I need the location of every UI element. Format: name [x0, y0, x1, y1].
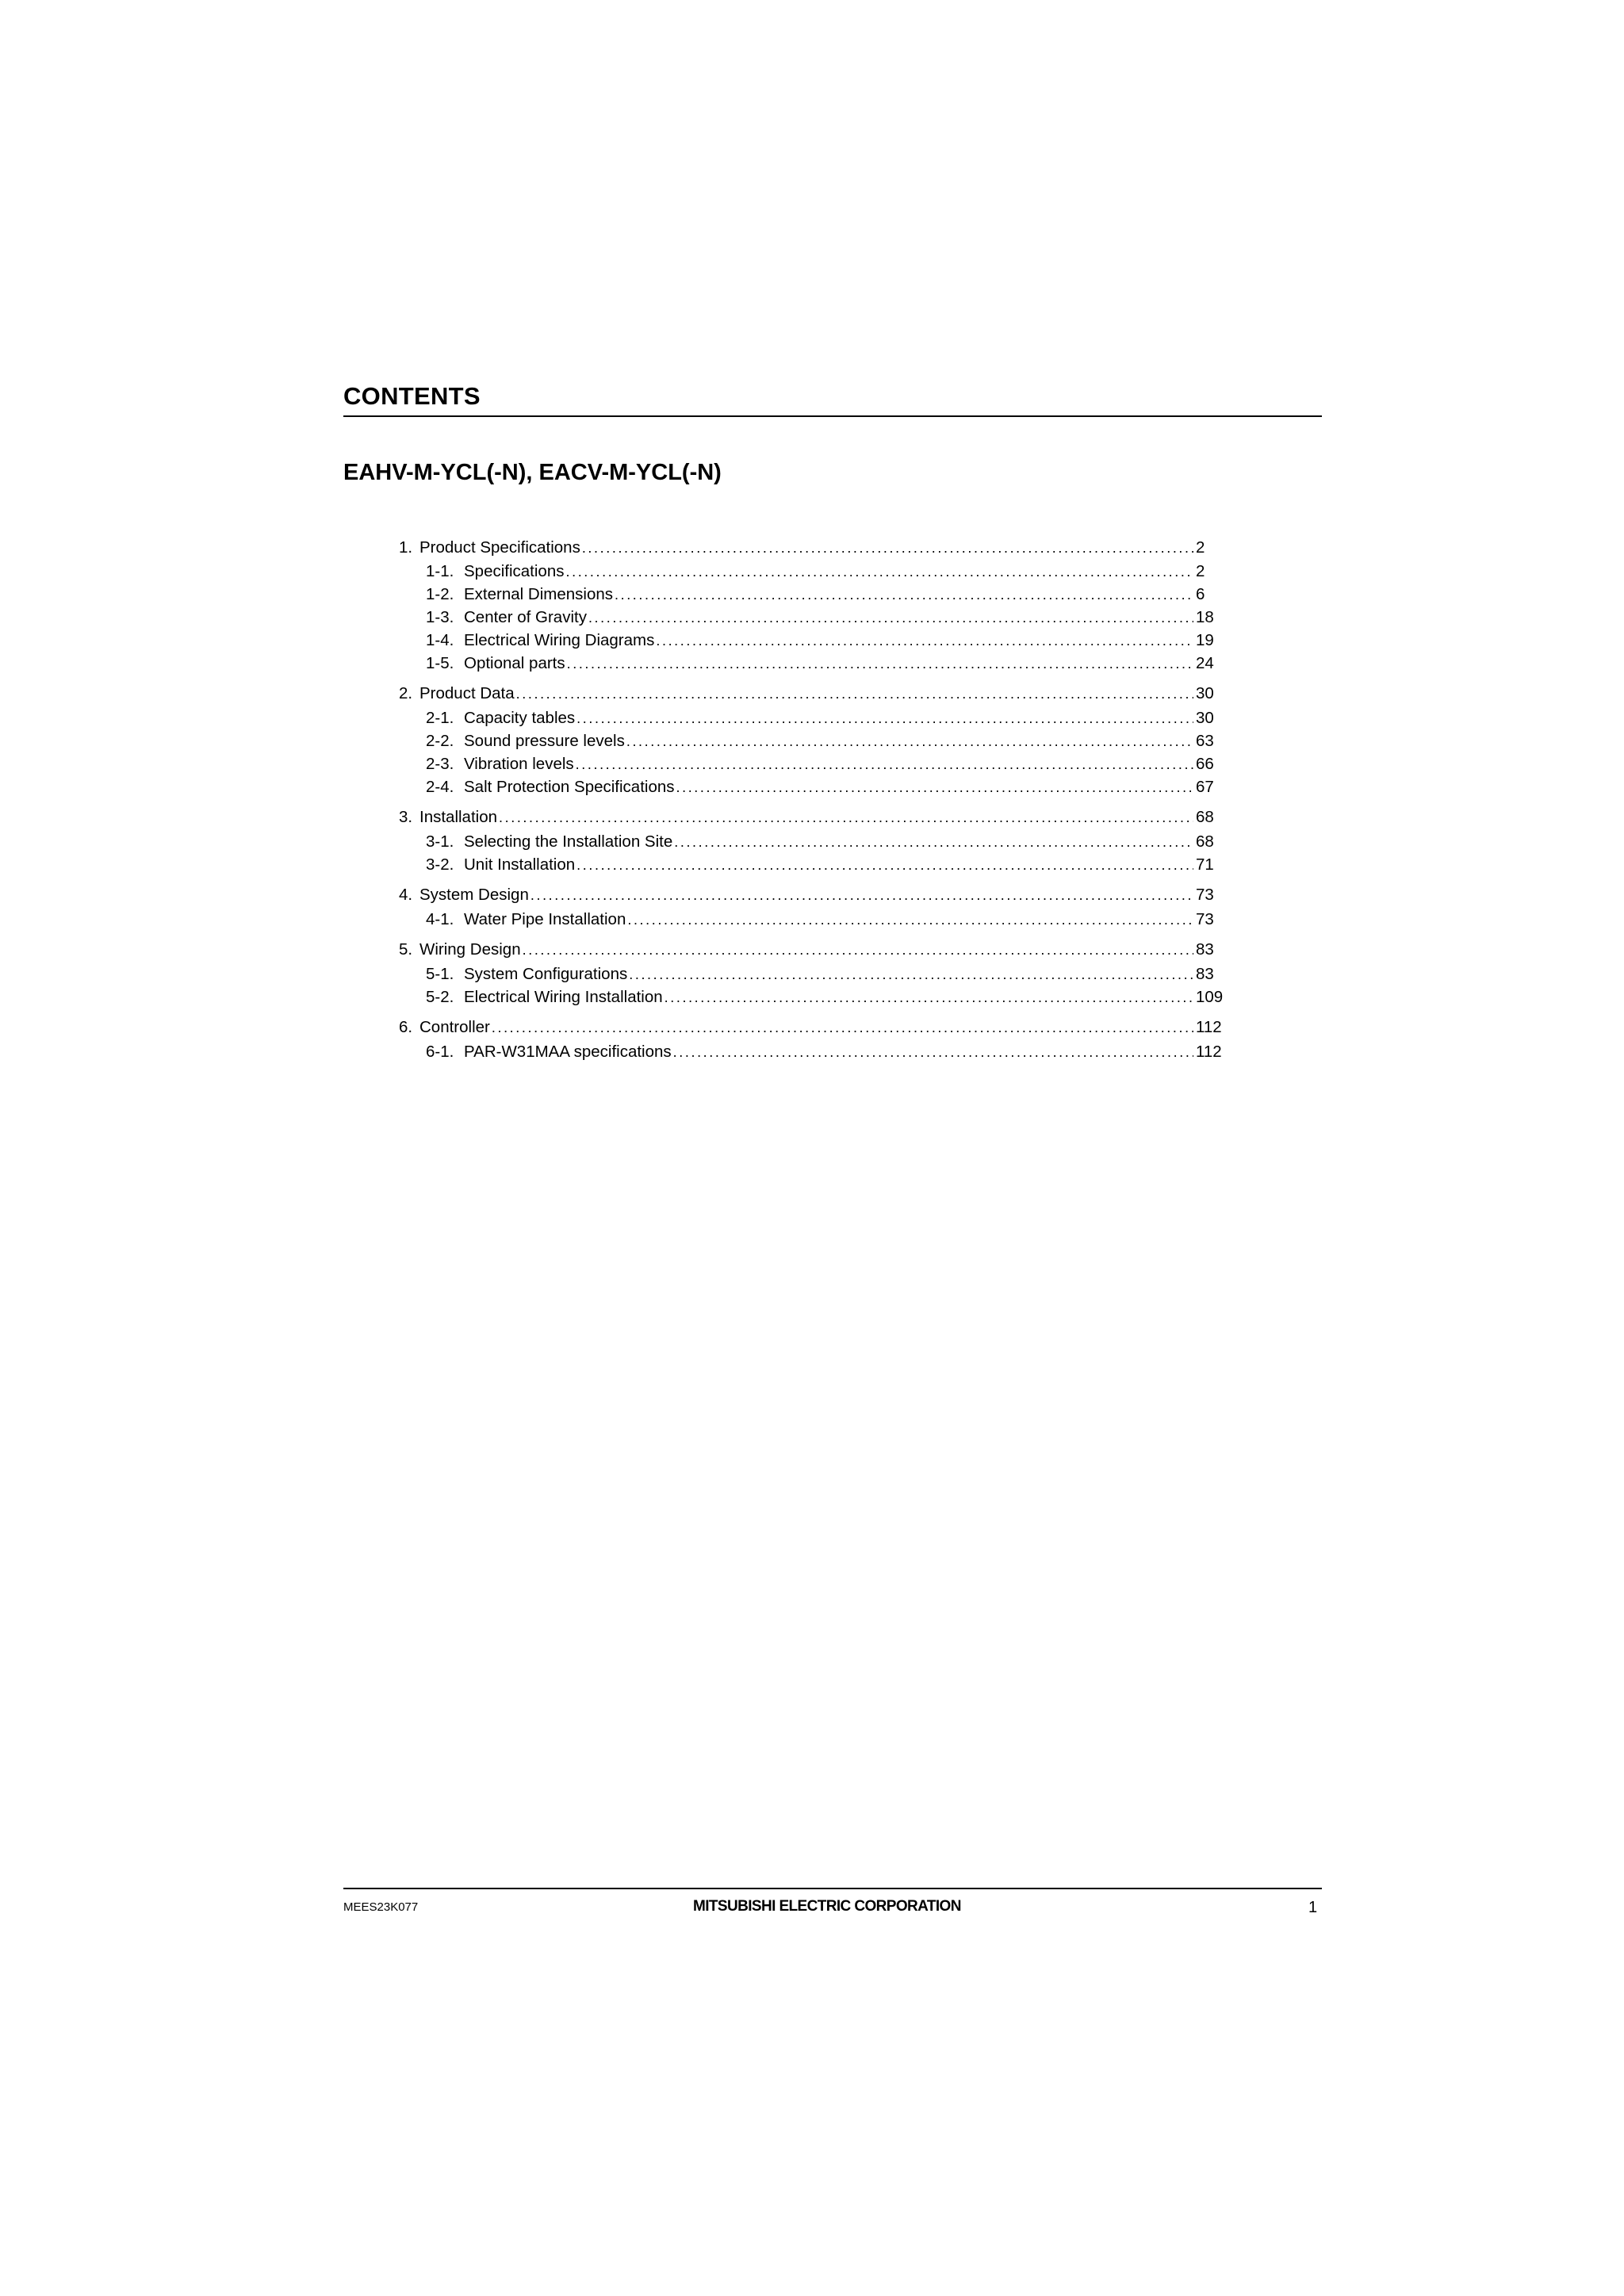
toc-entry-page: 109: [1196, 988, 1224, 1006]
toc-dot-leader: [615, 584, 1193, 605]
toc-dot-leader: [576, 708, 1193, 729]
toc-entry-number: 1-1.: [426, 562, 454, 580]
toc-entry[interactable]: [399, 683, 1229, 704]
toc-dot-leader: [499, 807, 1193, 828]
toc-dot-leader: [588, 607, 1193, 628]
toc-entry-number: 1-3.: [426, 608, 454, 626]
toc-entry-title: Sound pressure levels: [464, 732, 625, 750]
page-number: 1: [1308, 1899, 1318, 1916]
toc-entry-number: 2-3.: [426, 755, 454, 773]
document-code: MEES23K077: [343, 1900, 419, 1914]
toc-dot-leader: [676, 777, 1194, 798]
toc-entry-title: Salt Protection Specifications: [464, 778, 675, 796]
toc-entry-number: 6-1.: [426, 1043, 454, 1061]
toc-entry-page: 83: [1196, 965, 1214, 983]
toc-entry[interactable]: [426, 731, 1229, 752]
toc-entry[interactable]: [426, 754, 1229, 775]
toc-entry[interactable]: [399, 885, 1229, 905]
toc-entry-title: System Configurations: [464, 965, 628, 983]
toc-entry-page: 71: [1196, 855, 1214, 874]
toc-entry-number: 1.: [399, 538, 413, 557]
toc-entry-page: 67: [1196, 778, 1214, 796]
toc-dot-leader: [492, 1017, 1193, 1038]
toc-entry[interactable]: [426, 987, 1229, 1008]
toc-entry-page: 24: [1196, 654, 1214, 672]
toc-entry-number: 6.: [399, 1018, 413, 1036]
toc-entry-title: Water Pipe Installation: [464, 910, 626, 928]
toc-entry-title: Controller: [419, 1018, 490, 1036]
toc-entry-page: 30: [1196, 684, 1214, 702]
toc-entry-number: 2.: [399, 684, 413, 702]
toc-entry-title: System Design: [419, 886, 529, 904]
toc-dot-leader: [565, 561, 1193, 582]
toc-entry[interactable]: [399, 939, 1229, 960]
toc-entry-page: 112: [1196, 1018, 1222, 1036]
toc-entry-number: 5.: [399, 940, 413, 959]
toc-entry-number: 2-2.: [426, 732, 454, 750]
toc-dot-leader: [582, 538, 1193, 558]
toc-entry-number: 1-4.: [426, 631, 454, 649]
toc-entry-title: Center of Gravity: [464, 608, 587, 626]
toc-entry-number: 3-1.: [426, 832, 454, 851]
toc-dot-leader: [626, 731, 1193, 752]
toc-dot-leader: [673, 1042, 1193, 1062]
company-name: MITSUBISHI ELECTRIC CORPORATION: [693, 1898, 961, 1915]
toc-dot-leader: [576, 855, 1193, 875]
model-heading: EAHV-M-YCL(-N), EACV-M-YCL(-N): [343, 460, 722, 485]
toc-entry-title: Capacity tables: [464, 709, 576, 727]
toc-entry-number: 4.: [399, 886, 413, 904]
toc-entry-title: Specifications: [464, 562, 565, 580]
toc-entry-title: Selecting the Installation Site: [464, 832, 673, 851]
toc-entry-page: 2: [1196, 538, 1205, 557]
toc-entry-page: 63: [1196, 732, 1214, 750]
toc-entry[interactable]: [426, 584, 1229, 605]
toc-entry-title: PAR-W31MAA specifications: [464, 1043, 672, 1061]
toc-entry-number: 4-1.: [426, 910, 454, 928]
toc-entry-page: 68: [1196, 832, 1214, 851]
toc-dot-leader: [656, 630, 1193, 651]
toc-dot-leader: [627, 909, 1193, 930]
toc-entry-title: Product Data: [419, 684, 515, 702]
toc-entry[interactable]: [426, 777, 1229, 798]
toc-entry-page: 19: [1196, 631, 1214, 649]
toc-entry-page: 18: [1196, 608, 1214, 626]
toc-entry-number: 5-1.: [426, 965, 454, 983]
toc-entry-title: Electrical Wiring Installation: [464, 988, 663, 1006]
toc-entry[interactable]: [426, 630, 1229, 651]
toc-entry[interactable]: [426, 909, 1229, 930]
toc-dot-leader: [665, 987, 1193, 1008]
toc-entry-title: Wiring Design: [419, 940, 521, 959]
toc-entry-number: 3-2.: [426, 855, 454, 874]
toc-entry-page: 73: [1196, 910, 1214, 928]
toc-entry-page: 66: [1196, 755, 1214, 773]
toc-entry[interactable]: [399, 1017, 1229, 1038]
toc-entry[interactable]: [426, 855, 1229, 875]
toc-entry-page: 6: [1196, 585, 1205, 603]
toc-entry-number: 1-5.: [426, 654, 454, 672]
toc-dot-leader: [629, 964, 1193, 985]
toc-dot-leader: [567, 653, 1193, 674]
toc-entry[interactable]: [399, 538, 1229, 558]
toc-entry[interactable]: [399, 807, 1229, 828]
toc-entry-title: Optional parts: [464, 654, 565, 672]
toc-entry[interactable]: [426, 708, 1229, 729]
toc-entry[interactable]: [426, 561, 1229, 582]
toc-dot-leader: [530, 885, 1193, 905]
toc-entry-number: 1-2.: [426, 585, 454, 603]
toc-entry-page: 68: [1196, 808, 1214, 826]
page-title: CONTENTS: [343, 382, 481, 410]
toc-entry[interactable]: [426, 653, 1229, 674]
toc-entry-page: 83: [1196, 940, 1214, 959]
footer-divider: [343, 1888, 1322, 1889]
toc-dot-leader: [523, 939, 1193, 960]
toc-entry-title: External Dimensions: [464, 585, 613, 603]
toc-entry-number: 3.: [399, 808, 413, 826]
toc-entry-title: Electrical Wiring Diagrams: [464, 631, 655, 649]
title-divider: [343, 415, 1322, 417]
toc-dot-leader: [516, 683, 1193, 704]
toc-entry[interactable]: [426, 1042, 1229, 1062]
toc-entry-number: 2-4.: [426, 778, 454, 796]
toc-entry-number: 2-1.: [426, 709, 454, 727]
toc-entry[interactable]: [426, 832, 1229, 852]
toc-entry-title: Unit Installation: [464, 855, 576, 874]
toc-entry-number: 5-2.: [426, 988, 454, 1006]
toc-entry-page: 2: [1196, 562, 1205, 580]
toc-entry-title: Product Specifications: [419, 538, 580, 557]
toc-entry-title: Vibration levels: [464, 755, 574, 773]
toc-entry[interactable]: [426, 964, 1229, 985]
toc-entry-page: 112: [1196, 1043, 1222, 1061]
toc-dot-leader: [576, 754, 1193, 775]
toc-entry-page: 30: [1196, 709, 1214, 727]
toc-entry-page: 73: [1196, 886, 1214, 904]
toc-entry-title: Installation: [419, 808, 498, 826]
toc-dot-leader: [674, 832, 1193, 852]
toc-entry[interactable]: [426, 607, 1229, 628]
